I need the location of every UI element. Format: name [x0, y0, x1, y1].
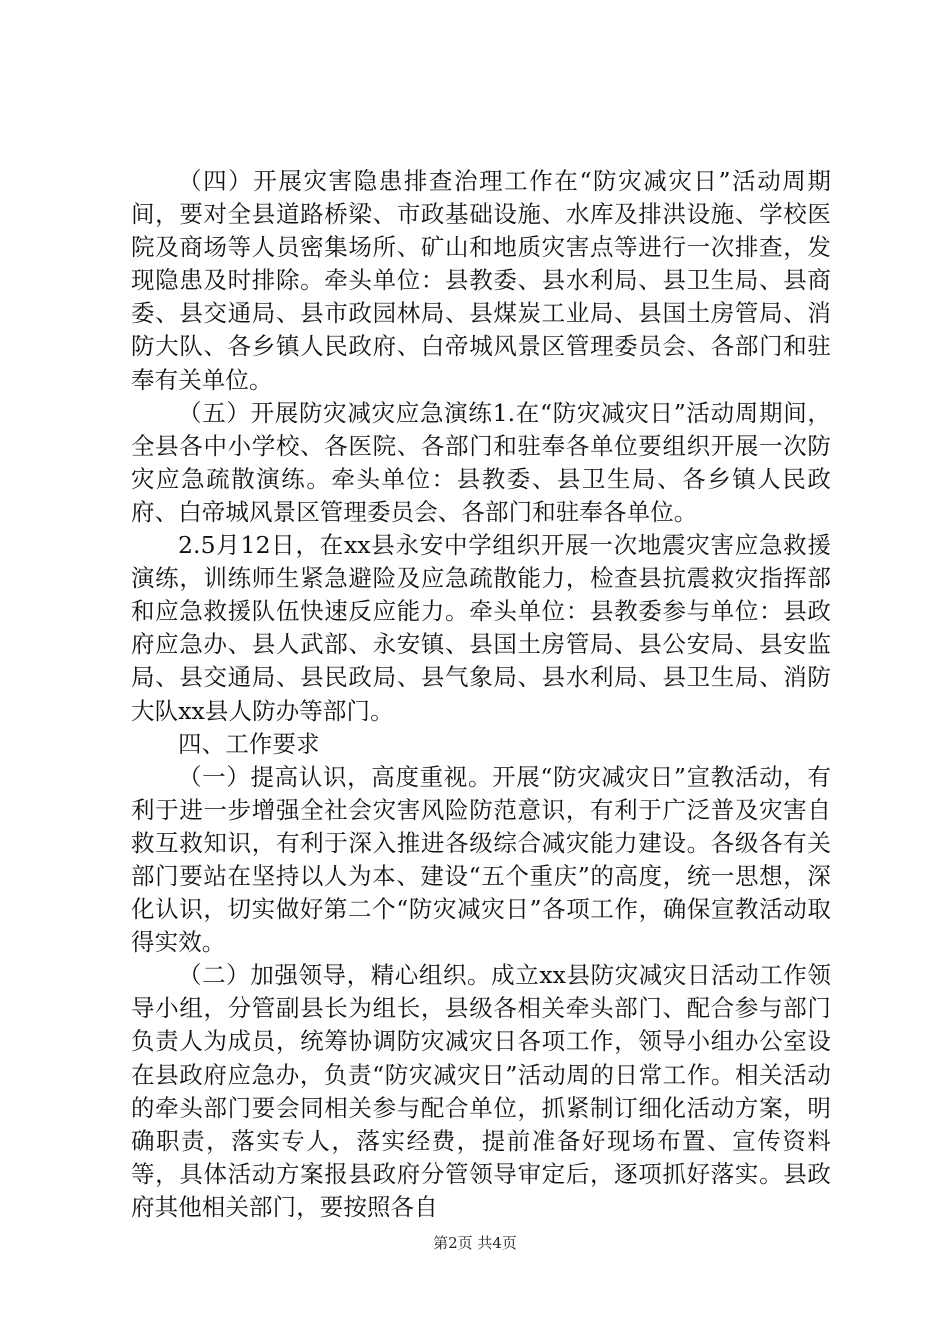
paragraph-emergency-drill: （五）开展防灾减灾应急演练1.在“防灾减灾日”活动周期间，全县各中小学校、各医院、各部门和驻奉各单位要组织开展一次防灾应急疏散演练。牵头单位：县教委、县卫生局、各乡镇人民政府、白帝城风景区管理委员会、各部门和驻奉各单位。 [131, 398, 831, 526]
paragraph-strengthen-leadership: （二）加强领导，精心组织。成立xx县防灾减灾日活动工作领导小组，分管副县长为组长，县级各相关牵头部门、配合参与部门负责人为成员，统筹协调防灾减灾日各项工作，领导小组办公室设在县政府应急办，负责“防灾减灾日”活动周的日常工作。相关活动的牵头部门要会同相关参与配合单位，抓紧制订细化活动方案，明确职责，落实专人，落实经费，提前准备好现场布置、宣传资料等，具体活动方案报县政府分管领导审定后，逐项抓好落实。县政府其他相关部门，要按照各自 [131, 961, 831, 1221]
page-number-footer: 第2页 共4页 [433, 1234, 517, 1252]
paragraph-raise-awareness: （一）提高认识，高度重视。开展“防灾减灾日”宣教活动，有利于进一步增强全社会灾害风险防范意识，有利于广泛普及灾害自救互救知识，有利于深入推进各级综合减灾能力建设。各级各有关部门要站在坚持以人为本、建设“五个重庆”的高度，统一思想，深化认识，切实做好第二个“防灾减灾日”各项工作，确保宣教活动取得实效。 [131, 762, 831, 957]
paragraph-hazard-inspection: （四）开展灾害隐患排查治理工作在“防灾减灾日”活动周期间，要对全县道路桥梁、市政基础设施、水库及排洪设施、学校医院及商场等人员密集场所、矿山和地质灾害点等进行一次排查，发现隐患及时排除。牵头单位：县教委、县水利局、县卫生局、县商委、县交通局、县市政园林局、县煤炭工业局、县国土房管局、消防大队、各乡镇人民政府、白帝城风景区管理委员会、各部门和驻奉有关单位。 [131, 167, 831, 394]
section-heading-work-requirements: 四、工作要求 [178, 729, 320, 758]
paragraph-earthquake-drill: 2.5月12日，在xx县永安中学组织开展一次地震灾害应急救援演练，训练师生紧急避险及应急疏散能力，检查县抗震救灾指挥部和应急救援队伍快速反应能力。牵头单位：县教委参与单位：县政府应急办、县人武部、永安镇、县国土房管局、县公安局、县安监局、县交通局、县民政局、县气象局、县水利局、县卫生局、消防大队xx县人防办等部门。 [131, 531, 831, 725]
document-body [131, 165, 831, 1224]
